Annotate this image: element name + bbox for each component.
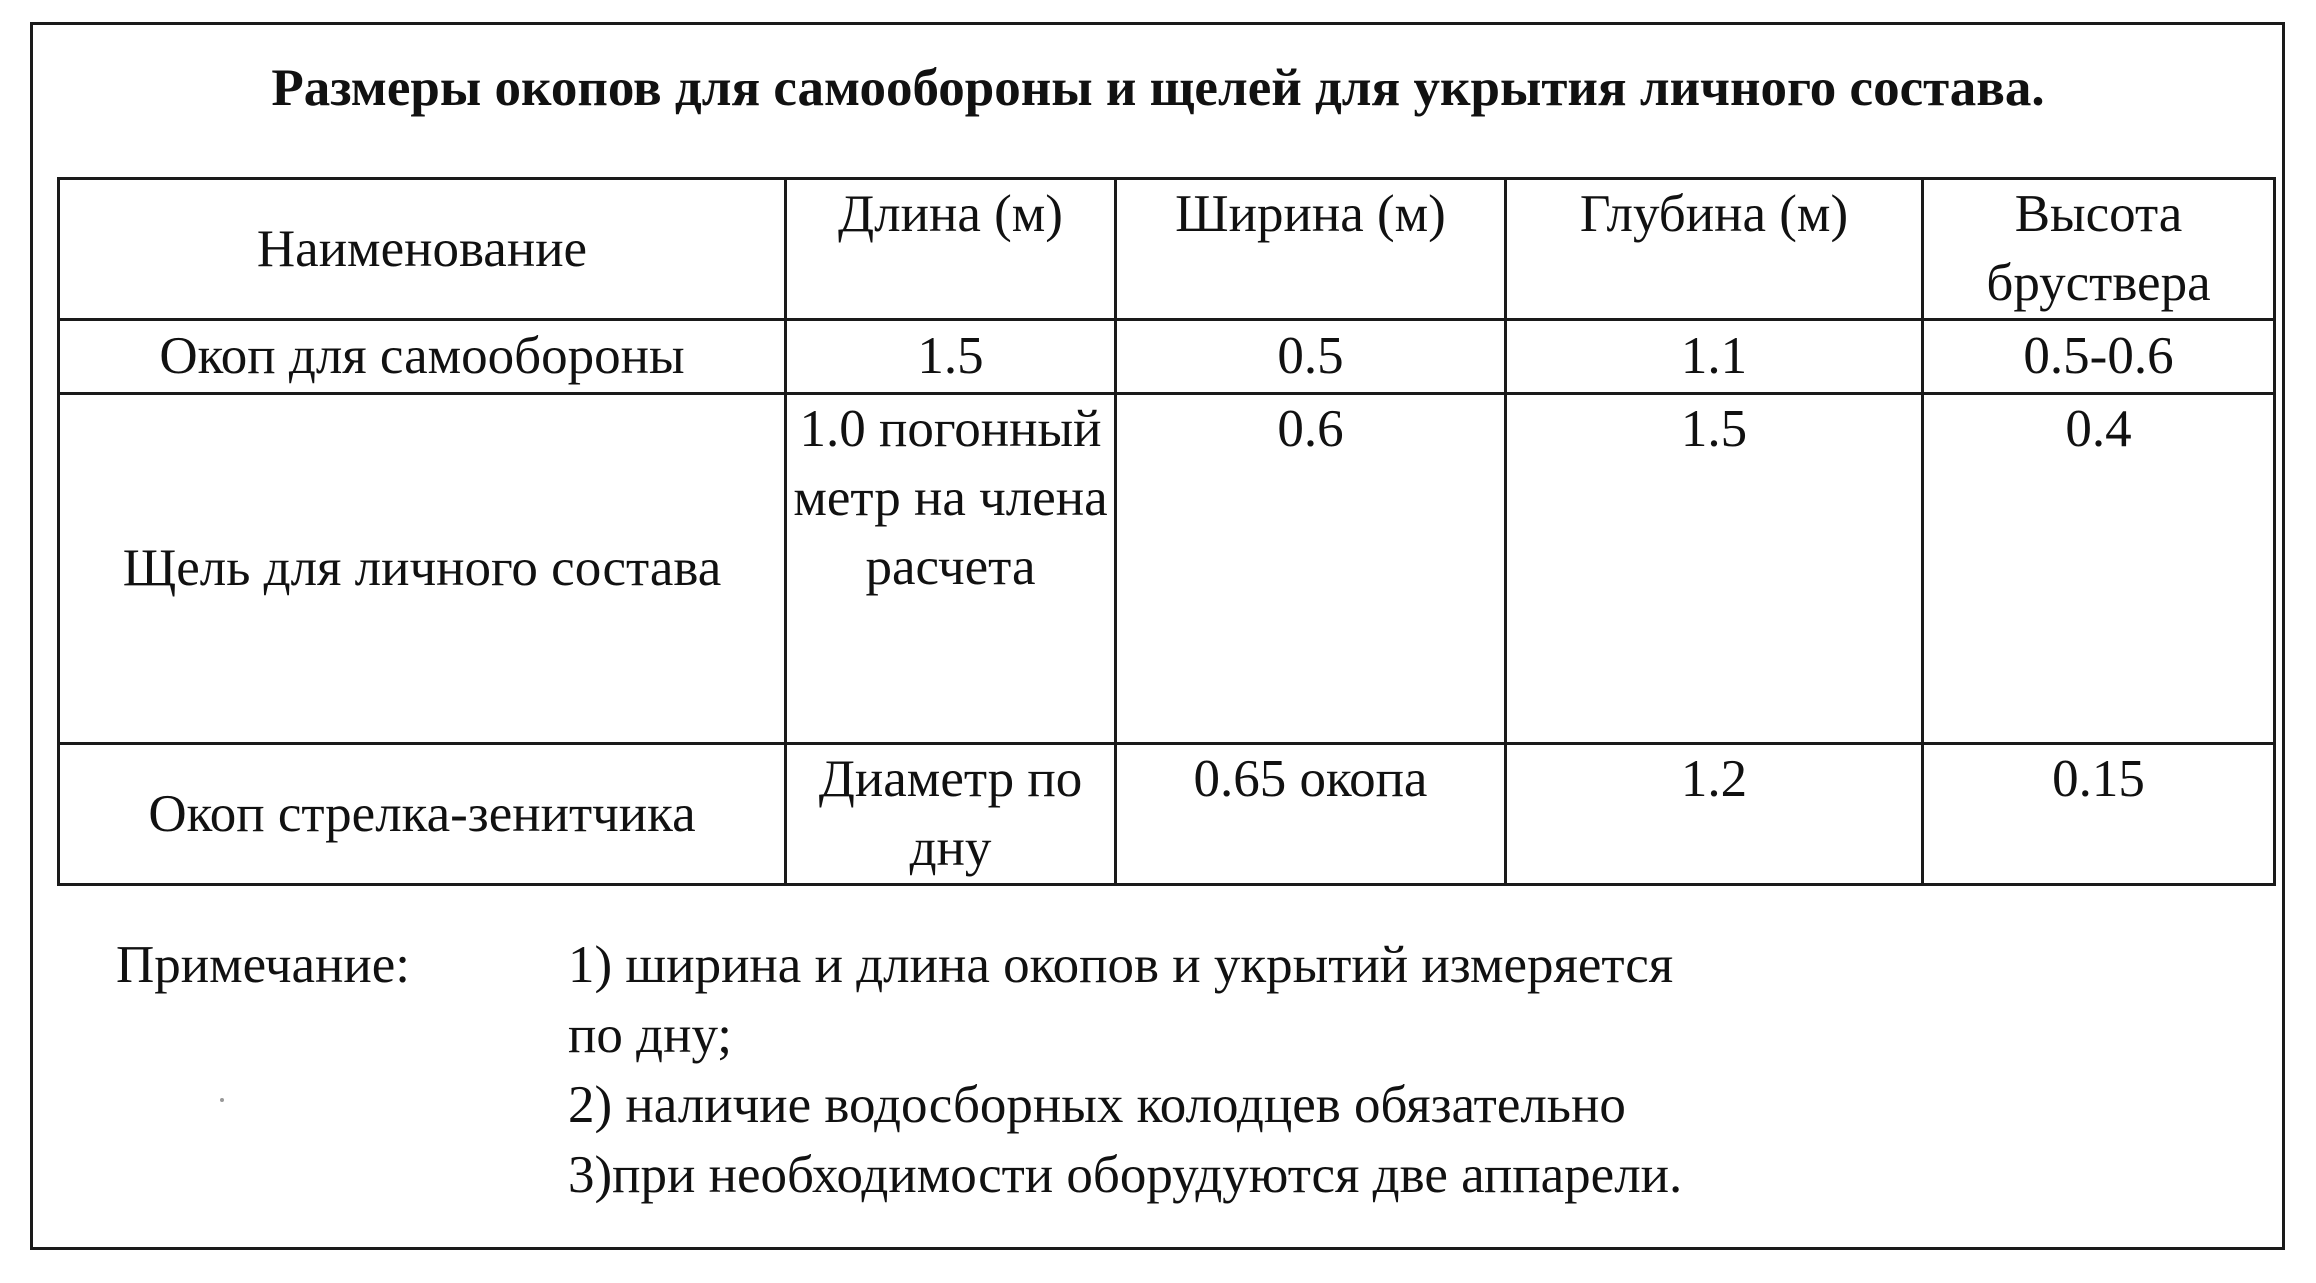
cell-width: 0.6 bbox=[1116, 394, 1506, 744]
cell-name: Окоп стрелка-зенитчика bbox=[59, 744, 786, 885]
scan-speck bbox=[220, 1098, 224, 1102]
cell-parapet-height: 0.4 bbox=[1923, 394, 2275, 744]
header-parapet-height: Высота бруствера bbox=[1923, 179, 2275, 320]
header-depth: Глубина (м) bbox=[1506, 179, 1923, 320]
table-header-row bbox=[59, 179, 2275, 320]
table-row bbox=[59, 744, 2275, 885]
cell-width: 0.5 bbox=[1116, 320, 1506, 394]
table-row bbox=[59, 394, 2275, 744]
cell-parapet-height: 0.15 bbox=[1923, 744, 2275, 885]
header-name: Наименование bbox=[59, 179, 786, 320]
cell-length: 1.5 bbox=[786, 320, 1116, 394]
note-item: 2) наличие водосборных колодцев обязательно bbox=[568, 1076, 1626, 1134]
note-item: 3)при необходимости оборудуются две аппарели. bbox=[568, 1146, 1683, 1204]
cell-depth: 1.5 bbox=[1506, 394, 1923, 744]
cell-parapet-height: 0.5-0.6 bbox=[1923, 320, 2275, 394]
notes-label: Примечание: bbox=[116, 936, 411, 994]
header-width: Ширина (м) bbox=[1116, 179, 1506, 320]
document-title: Размеры окопов для самообороны и щелей для укрытия личного состава. bbox=[271, 59, 2045, 117]
cell-length: Диаметр по дну bbox=[786, 744, 1116, 885]
header-length: Длина (м) bbox=[786, 179, 1116, 320]
cell-depth: 1.2 bbox=[1506, 744, 1923, 885]
note-item: 1) ширина и длина окопов и укрытий измеряется bbox=[568, 936, 1674, 994]
cell-name: Окоп для самообороны bbox=[59, 320, 786, 394]
note-item: по дну; bbox=[568, 1006, 732, 1064]
cell-name: Щель для личного состава bbox=[59, 394, 786, 744]
table-row bbox=[59, 320, 2275, 394]
cell-depth: 1.1 bbox=[1506, 320, 1923, 394]
notes-list bbox=[568, 930, 1968, 1210]
cell-length: 1.0 погонный метр на члена расчета bbox=[786, 394, 1116, 744]
cell-width: 0.65 окопа bbox=[1116, 744, 1506, 885]
dimensions-table bbox=[57, 177, 2276, 886]
